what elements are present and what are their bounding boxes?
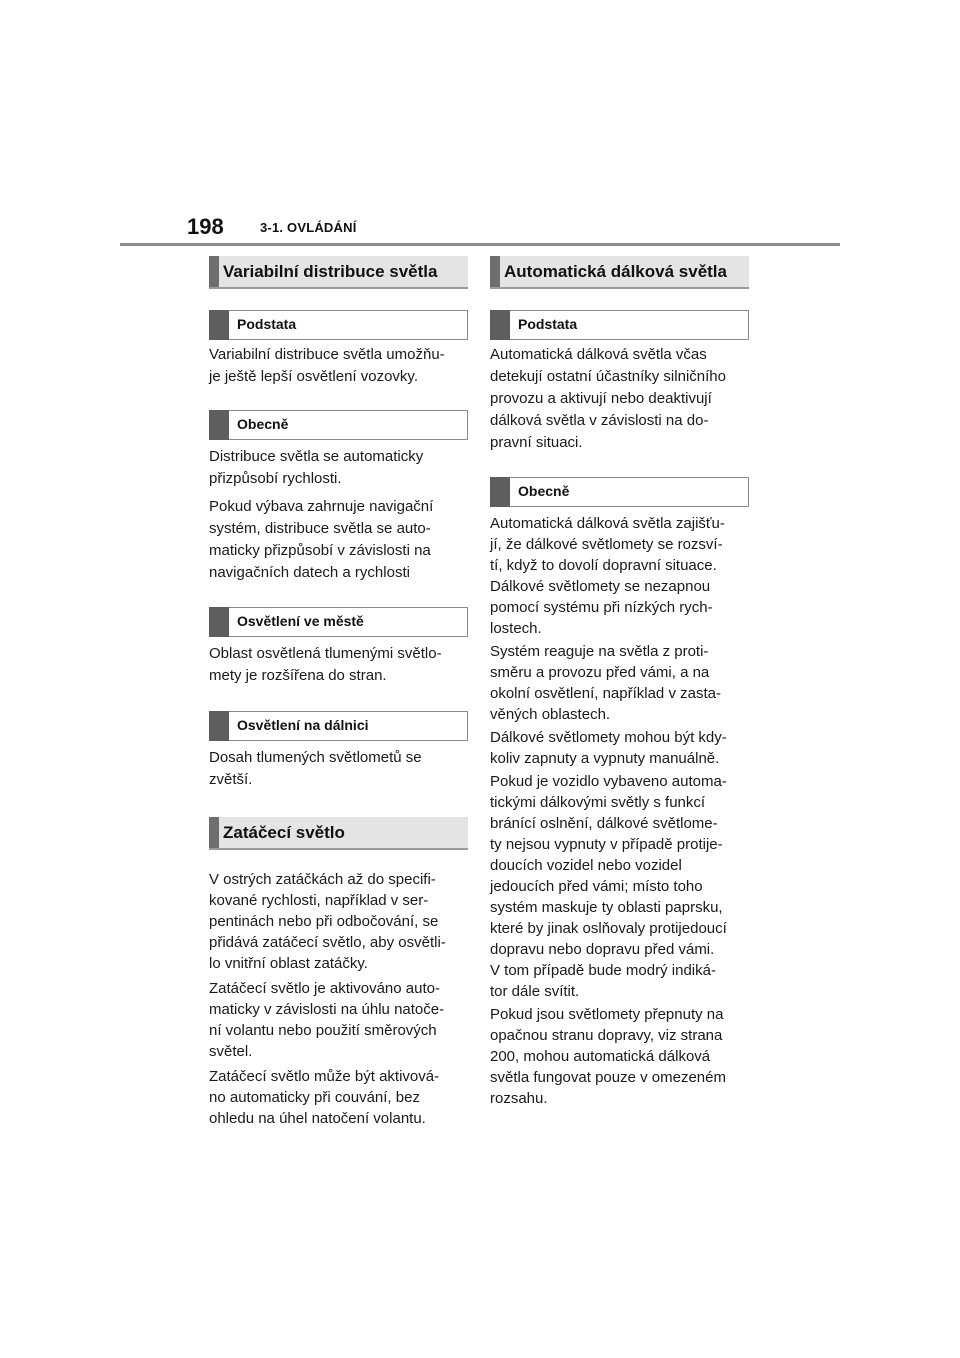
text-line: Zatáčecí světlo je aktivováno auto- [209, 980, 440, 997]
subheading-text: Osvětlení na dálnici [237, 717, 369, 733]
paragraph [490, 344, 749, 454]
text-line: Pokud je vozidlo vybaveno automa- [490, 773, 727, 790]
subheading-obecne [209, 410, 468, 440]
text-line: tor dále svítit. [490, 983, 580, 1000]
text-line: přidává zatáčecí světlo, aby osvětli- [209, 934, 446, 951]
text-line: Zatáčecí světlo může být aktivová- [209, 1068, 440, 1085]
section-heading-text: Variabilní distribuce světla [223, 262, 438, 281]
text-line: zvětší. [209, 771, 253, 788]
text-line: V ostrých zatáčkách až do specifi- [209, 871, 436, 888]
subheading-marker [209, 711, 229, 741]
paragraph [490, 641, 749, 725]
subheading-text: Podstata [518, 316, 578, 332]
text-line: Oblast osvětlená tlumenými světlo- [209, 645, 442, 662]
text-line: které by jinak oslňovaly protijedoucí [490, 920, 727, 937]
paragraph [209, 643, 468, 687]
text-line: ohledu na úhel natočení volantu. [209, 1110, 426, 1127]
text-line: Automatická dálková světla zajišťu- [490, 515, 725, 532]
text-line: Dálkové světlomety mohou být kdy- [490, 729, 727, 746]
section-heading-auto-high-beam [490, 256, 749, 289]
subheading-text: Osvětlení ve městě [237, 613, 364, 629]
heading-marker [490, 256, 500, 287]
text-line: mety je rozšířena do stran. [209, 667, 387, 684]
paragraph [490, 771, 749, 1002]
text-line: tickými dálkovými světly s funkcí [490, 794, 706, 811]
text-line: no automaticky při couvání, bez [209, 1089, 420, 1106]
text-line: bránící oslnění, dálkové světlome- [490, 815, 718, 832]
paragraph [209, 1066, 468, 1129]
heading-marker [209, 256, 219, 287]
text-line: maticky v závislosti na úhlu natoče- [209, 1001, 445, 1018]
chapter-label: 3-1. OVLÁDÁNÍ [260, 220, 357, 235]
subheading-text: Obecně [237, 416, 289, 432]
text-line: světel. [209, 1043, 253, 1060]
text-line: tí, když to dovolí dopravní situace. [490, 557, 717, 574]
subheading-obecne [490, 477, 749, 507]
text-line: Automatická dálková světla včas [490, 346, 707, 363]
text-line: ní volantu nebo použití směrových [209, 1022, 437, 1039]
paragraph [490, 513, 749, 639]
text-line: kované rychlosti, například v ser- [209, 892, 429, 909]
text-line: Dosah tlumených světlometů se [209, 749, 422, 766]
text-line: světla fungovat pouze v omezeném [490, 1069, 726, 1086]
text-line: ty nejsou vypnuty v případě protije- [490, 836, 723, 853]
subheading-marker [209, 310, 229, 340]
section-heading-text: Automatická dálková světla [504, 262, 727, 281]
subheading-marker [209, 607, 229, 637]
text-line: maticky přizpůsobí v závislosti na [209, 542, 431, 559]
section-heading-variable-light [209, 256, 468, 289]
text-line: Variabilní distribuce světla umožňu- [209, 346, 445, 363]
text-line: lostech. [490, 620, 542, 637]
text-line: je ještě lepší osvětlení vozovky. [209, 368, 418, 385]
text-line: opačnou stranu dopravy, viz strana [490, 1027, 723, 1044]
text-line: systém maskuje ty oblasti paprsku, [490, 899, 723, 916]
subheading-text: Podstata [237, 316, 297, 332]
text-line: okolní osvětlení, například v zasta- [490, 685, 721, 702]
paragraph [490, 727, 749, 769]
text-line: doucích vozidel nebo vozidel [490, 857, 682, 874]
paragraph [209, 869, 468, 974]
section-heading-cornering-light [209, 817, 468, 850]
page-number: 198 [187, 214, 224, 239]
text-line: dopravu nebo dopravu před vámi. [490, 941, 715, 958]
subheading-podstata [490, 310, 749, 340]
text-line: jí, že dálkové světlomety se rozsví- [490, 536, 723, 553]
text-line: Pokud výbava zahrnuje navigační [209, 498, 434, 515]
subheading-marker [209, 410, 229, 440]
text-line: lo vnitřní oblast zatáčky. [209, 955, 368, 972]
text-line: navigačních datech a rychlosti [209, 564, 410, 581]
paragraph [209, 344, 468, 388]
paragraph [209, 496, 468, 584]
paragraph [490, 1004, 749, 1109]
left-column [209, 256, 468, 1129]
subheading-marker [490, 477, 510, 507]
heading-marker [209, 817, 219, 848]
paragraph [209, 747, 468, 791]
text-line: pentinách nebo při odbočování, se [209, 913, 439, 930]
text-line: detekují ostatní účastníky silničního [490, 368, 726, 385]
text-line: jedoucích před vámi; místo toho [490, 878, 703, 895]
subheading-podstata [209, 310, 468, 340]
text-line: pomocí systému při nízkých rych- [490, 599, 713, 616]
text-line: Pokud jsou světlomety přepnuty na [490, 1006, 724, 1023]
text-line: směru a provozu před vámi, a na [490, 664, 710, 681]
text-line: dálková světla v závislosti na do- [490, 412, 709, 429]
text-line: 200, mohou automatická dálková [490, 1048, 711, 1065]
subheading-city-lighting [209, 607, 468, 637]
paragraph [209, 446, 468, 490]
subheading-marker [490, 310, 510, 340]
text-line: provozu a aktivují nebo deaktivují [490, 390, 712, 407]
text-line: V tom případě bude modrý indiká- [490, 962, 716, 979]
text-line: pravní situaci. [490, 434, 583, 451]
text-line: koliv zapnuty a vypnuty manuálně. [490, 750, 720, 767]
text-line: věných oblastech. [490, 706, 611, 723]
paragraph [209, 978, 468, 1062]
text-line: rozsahu. [490, 1090, 548, 1107]
section-heading-text: Zatáčecí světlo [223, 823, 345, 842]
right-column [490, 256, 749, 1109]
subheading-highway-lighting [209, 711, 468, 741]
subheading-text: Obecně [518, 483, 570, 499]
text-line: Dálkové světlomety se nezapnou [490, 578, 711, 595]
text-line: Systém reaguje na světla z proti- [490, 643, 709, 660]
text-line: systém, distribuce světla se auto- [209, 520, 431, 537]
text-line: přizpůsobí rychlosti. [209, 470, 342, 487]
header-divider [120, 243, 840, 246]
text-line: Distribuce světla se automaticky [209, 448, 424, 465]
